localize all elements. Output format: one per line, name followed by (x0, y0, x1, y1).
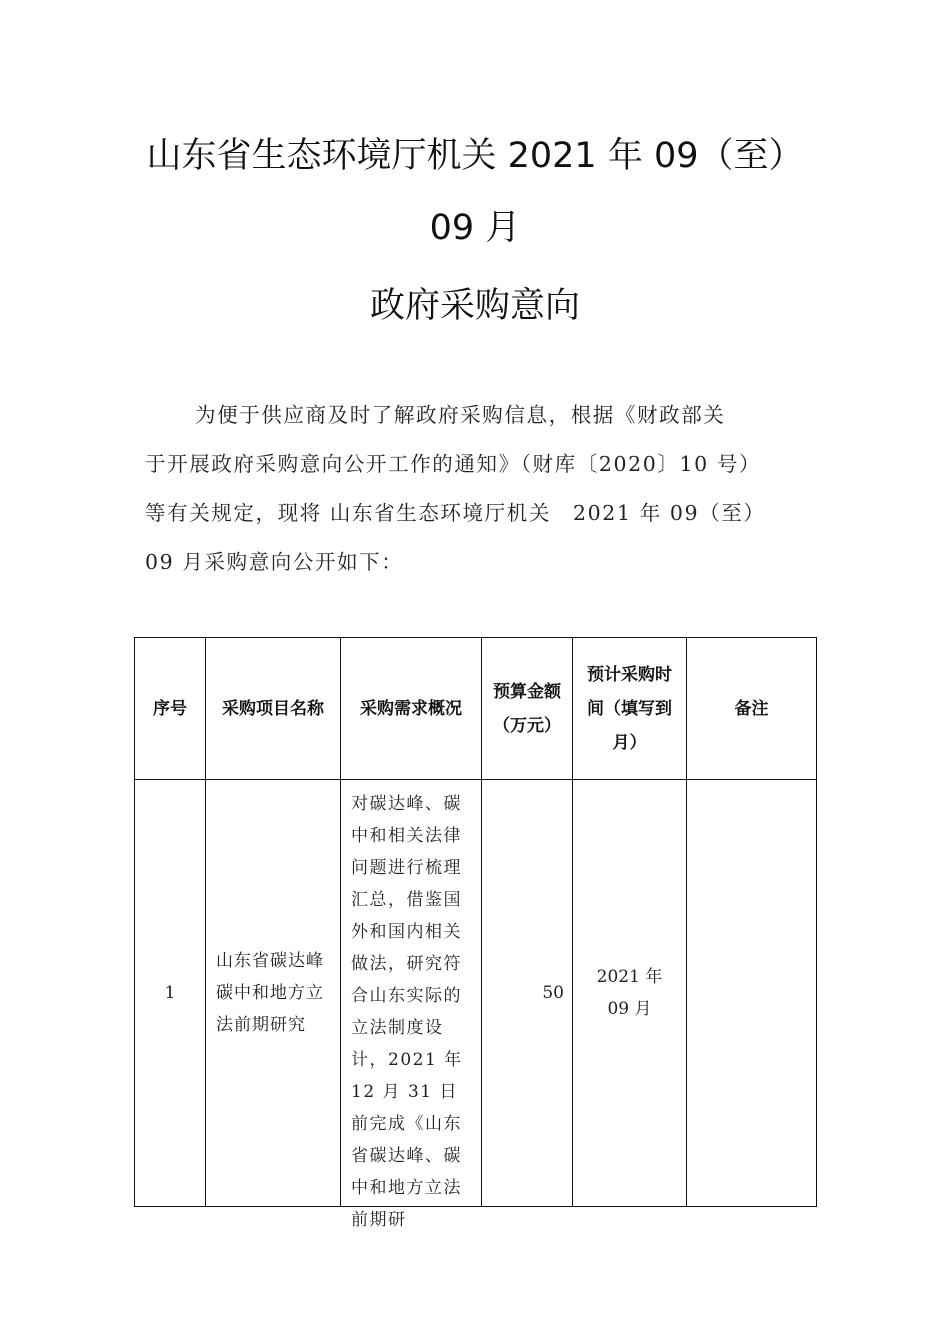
intro-line-4: 09 月采购意向公开如下： (145, 550, 404, 574)
intro-line-1: 为便于供应商及时了解政府采购信息，根据《财政部关 (195, 403, 726, 427)
table-row (135, 780, 817, 1207)
header-expected-time-text: 预计采购时间（填写到月） (587, 664, 672, 753)
cell-demand-overview-text: 对碳达峰、碳中和相关法律问题进行梳理汇总，借鉴国外和国内相关做法，研究符合山东实际的立法制度设计，2021 年 12 月 31 日前完成《山东省碳达峰、碳中和地方立法前期研 (351, 794, 463, 1230)
intro-paragraph (145, 391, 807, 587)
header-demand-overview: 采购需求概况 (341, 638, 482, 780)
cell-seq: 1 (135, 780, 206, 1207)
header-note: 备注 (687, 638, 817, 780)
table-header-row (135, 638, 817, 780)
document-title-line1: 山东省生态环境厅机关 2021 年 09（至） (146, 136, 804, 176)
document-title-line3: 政府采购意向 (369, 286, 580, 326)
header-seq: 序号 (135, 638, 206, 780)
header-budget-text: 预算金额（万元） (493, 681, 561, 736)
intro-line-2: 于开展政府采购意向公开工作的通知》（财库〔2020〕10 号） (145, 452, 762, 476)
cell-expected-time: 2021 年 09 月 (573, 780, 687, 1207)
header-expected-time (573, 638, 687, 780)
header-project-name: 采购项目名称 (206, 638, 341, 780)
document-title-line2: 09 月 (429, 208, 521, 248)
header-budget (482, 638, 573, 780)
cell-note (687, 780, 817, 1207)
cell-project-name: 山东省碳达峰碳中和地方立法前期研究 (206, 780, 341, 1207)
cell-budget: 50 (482, 780, 573, 1207)
cell-demand-overview (341, 780, 482, 1230)
procurement-table (134, 637, 817, 1230)
intro-line-3: 等有关规定，现将 山东省生态环境厅机关 2021 年 09（至） (145, 501, 766, 525)
